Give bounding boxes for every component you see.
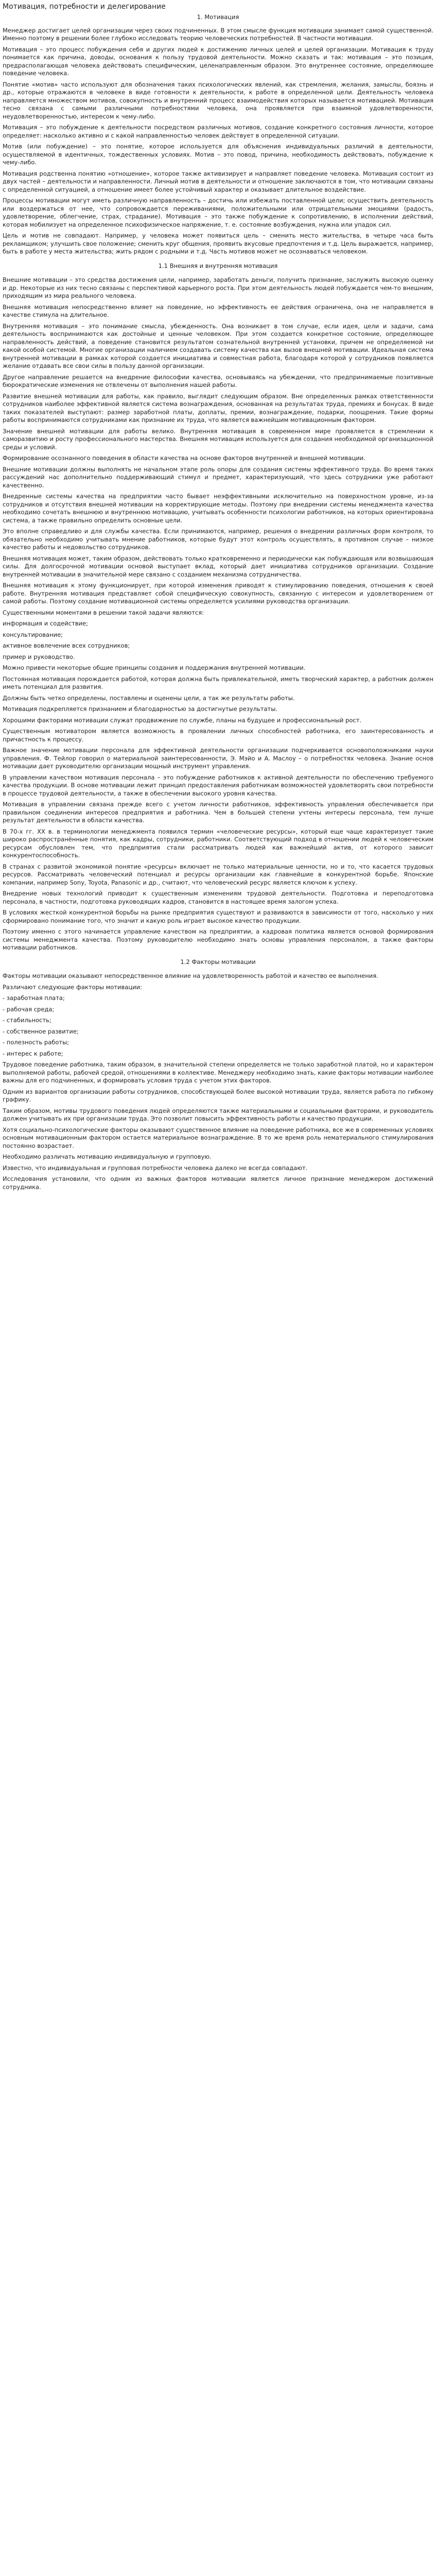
paragraph: Хотя социально-психологические факторы оказывают существенное влияние на поведение работника, все же в современных условиях основным мотивационным фактором остается материальное вознаграждение. В то же время роль нематериального стимулирования постоянно возрастает.	[3, 1126, 433, 1149]
paragraph: Процессы мотивации могут иметь различную направленность – достичь или избежать поставленной цели; осуществить деятельность или воздержаться от нее, что сопровождается переживаниями, положительными или отрицательными эмоциями (радость, удовлетворение, облегчение, страх, страдание). Мотивация – это также побуждение к сопротивлению, в исполнении действий, которая мобилизует на определенное психофизическое напряжение, т. е. состояние возбуждения, нужна или упадок сил.	[3, 197, 433, 228]
paragraph: Мотивация в управлении связана прежде всего с учетом личности работников, эффективность управления обеспечивается при правильном соединении интересов предприятия и работника. Чем в большей степени учтены интересы персонала, тем лучше результат деятельности в области качества.	[3, 801, 433, 824]
list-item: - стабильность;	[3, 1016, 51, 1024]
list-item: консультирование;	[3, 631, 63, 638]
list-item: пример и руководство.	[3, 653, 75, 660]
paragraph: Важное значение мотивации персонала для эффективной деятельности организации подчеркивается основоположниками науки управления. Ф. Тейлор говорил о материальной заинтересованности, Э. Мэйо и А. Маслоу – о потребностях человека. Знание основ мотивации дает руководителю организации мощный инструмент управления.	[3, 747, 433, 770]
paragraph: Должны быть четко определены, поставлены и оценены цели, а так же результаты работы.	[3, 694, 295, 702]
section-heading: 1.1 Внешняя и внутренняя мотивация	[158, 262, 278, 269]
paragraph: В условиях жесткой конкурентной борьбы на рынке предприятия существуют и развиваются в зависимости от того, насколько у них сформировано понимание того, что значит и какую роль играет высокое качество продукции.	[3, 909, 433, 924]
paragraph: Внешние мотивации – это средства достижения цели, например, заработать деньги, получить признание, заслужить высокую оценку и др. Некоторые из них тесно связаны с перспективой карьерного роста. При этом деятельность людей побуждается чем-то внешним, приходящим из мира реального человека.	[3, 276, 433, 299]
page-title: Мотивация, потребности и делегирование	[3, 3, 166, 11]
list-item: - полезность работы;	[3, 1039, 69, 1046]
paragraph: Факторы мотивации оказывают непосредственное влияние на удовлетворенность работой и качество ее выполнения.	[3, 972, 378, 979]
paragraph: Мотивация родственна понятию «отношение», которое также активизирует и направляет поведение человека. Мотивация состоит из двух частей – деятельности и направленности. Личный мотив в деятельности и отношение заключаются в том, что мотивации связаны с определенной ситуацией, а отношение имеет более устойчивый характер и оказывает длительное воздействие.	[3, 170, 433, 193]
paragraph: В 70-х гг. ХХ в. в терминологии менеджмента появился термин «человеческие ресурсы», который еще чаще характеризует такие широко распространённые понятия, как кадры, сотрудники, работники. Соответствующий подход в отношении людей к человеческим ресурсам обусловлен тем, что предприятия стали рассматривать людей как важнейший актив, от которого зависит конкурентоспособность.	[3, 827, 433, 859]
paragraph: Внешние мотивации должны выполнять не начальном этапе роль опоры для создания системы эффективного труда. Во время таких рассуждений нас дополнительно поддерживающий стимул и предмет, характеризующий, что здесь сотрудники уже работают качественно.	[3, 465, 433, 489]
paragraph: Мотивация – это процесс побуждения себя и других людей к достижению личных целей и целей организации. Мотивация к труду понимается как причина, доводы, основания к пользу трудовой деятельности. Можно сказать и так: мотивация – это позиция, предрасполагающая человека действовать специфическим, целенаправленным образом. Это внутреннее состояние, определяющее поведение человека.	[3, 45, 433, 77]
paragraph: Понятие «мотив» часто используют для обозначения таких психологических явлений, как стремления, желания, замыслы, боязнь и др., которые отражаются в человеке в виде готовности к деятельности, к работе в определенной цели. Деятельность человека направляется множеством мотивов, совокупность и внутренний процесс взаимодействия которых называется мотивацией. Мотивация тесно связана с самыми различными потребностями человека, она проявляется при взаимной удовлетворенности, неудовлетворенностью, интересом к чему-либо.	[3, 80, 433, 120]
paragraph: Существенным мотиватором является возможность в проявлении личных способностей работника, его заинтересованность и причастность к процессу.	[3, 727, 433, 743]
paragraph: Мотив (или побуждение) – это понятие, которое используется для объяснения индивидуальных различий в деятельности, осуществляемой в идентичных, тождественных условиях. Мотив – это повод, причина, необходимость действовать, побуждение к чему-либо.	[3, 143, 433, 166]
paragraph: Хорошими факторами мотивации служат продвижение по службе, планы на будущее и профессиональный рост.	[3, 716, 362, 724]
paragraph: Известно, что индивидуальная и групповая потребности человека далеко не всегда совпадают.	[3, 1164, 308, 1172]
paragraph: Трудовое поведение работника, таким образом, в значительной степени определяется не только заработной платой, но и характером выполняемой работы, рабочей средой, отношениями в коллективе. Менеджеру необходимо знать, какие факторы мотивации наиболее важны для его подчиненных, и формировать условия труда с учетом этих факторов.	[3, 1061, 433, 1084]
paragraph: В странах с развитой экономикой понятие «ресурсы» включает не только материальные ценности, но и то, что касается трудовых ресурсов. Рассматривать человеческий потенциал и ресурсы организации как главнейшие в конкурентной борьбе. Японские компании, например Sony, Toyota, Panasonic и др., считают, что человеческий ресурс является ключом к успеху.	[3, 862, 433, 886]
paragraph: Мотивация – это побуждение к деятельности посредством различных мотивов, создание конкретного состояния личности, которое определяет: насколько активно и с какой направленностью человек действует в определенной ситуации.	[3, 124, 433, 139]
list-item: информация и содействие;	[3, 620, 88, 627]
section-heading: 1. Мотивация	[197, 13, 239, 21]
list-item: активное вовлечение всех сотрудников;	[3, 642, 130, 649]
paragraph: Внешняя мотивация может, таким образом, действовать только кратковременно и периодически как побуждающая или возвышающая силы. Для долгосрочной мотивации основой выступает вклад, который дает инициатива сотрудников организации. Создание внутренней мотивации в значительной мере связано с созданием механизма сотрудничества.	[3, 554, 433, 578]
paragraph: Внешняя мотивация непосредственно влияет на поведение, но эффективность ее действия ограничена, она не направляется в качестве стимула на длительное.	[3, 303, 433, 318]
list-item: - рабочая среда;	[3, 1005, 55, 1013]
paragraph: Исследования установили, что одним из важных факторов мотивации является личное признание менеджером достижений сотрудника.	[3, 1175, 433, 1191]
document-body	[3, 13, 433, 1191]
paragraph: Цель и мотив не совпадают. Например, у человека может появиться цель – сменить место жительства, в четыре часа быть рекламщиком; улучшить свое положение; сменить круг общения, проявить вкусовые предпочтения и т.д. Цель выражается, например, быть в работе у места жительства; жить рядом с родными и т.д. Часть мотивов может не осознаваться человеком.	[3, 232, 433, 255]
paragraph: Необходимо различать мотивацию индивидуальную и групповую.	[3, 1153, 212, 1160]
list-item: - собственное развитие;	[3, 1027, 79, 1035]
paragraph: Постоянная мотивация порождается работой, которая должна быть привлекательной, иметь творческий характер, а работник должен иметь потенциал для развития.	[3, 675, 433, 690]
paragraph: Мотивация подкрепляется признанием и благодарностью за достигнутые результаты.	[3, 705, 277, 713]
paragraph: Значение внешней мотивации для работы велико. Внутренняя мотивация в современном мире проявляется в стремлении к саморазвитию и росту профессионального мастерства. Внешняя мотивация используется для создания необходимой организационной среды и условий.	[3, 427, 433, 451]
list-item: - интерес к работе;	[3, 1049, 63, 1057]
paragraph: Развитие внешней мотивации для работы, как правило, выглядит следующим образом. Вне определенных рамках ответственности сотрудников наиболее эффективной является система вознаграждения, основанная на результатах труда, премиях и бонусах. В виде таких показателей выступают: размер заработной платы, доплаты, премии, вознаграждение, подарки, поощрения. Такие формы работы воспринимаются сотрудниками как признание их труда, что является важнейшим мотивационным фактором.	[3, 392, 433, 423]
paragraph: Различают следующие факторы мотивации:	[3, 983, 142, 991]
paragraph: Внедрение новых технологий приводит к существенным изменениям трудовой деятельности. Подготовка и переподготовка персонала, в частности, подготовка руководящих кадров, становится в настоящее время залогом успеха.	[3, 890, 433, 905]
section-heading: 1.2 Факторы мотивации	[180, 958, 256, 965]
paragraph: Менеджер достигает целей организации через своих подчиненных. В этом смысле функция мотивации занимает самой существенной. Именно поэтому в решении более глубоко исследовать теорию человеческих потребностей. В частности мотивации.	[3, 26, 433, 42]
paragraph: Внедренные системы качества на предприятии часто бывает неэффективными исключительно на поверхностном уровне, из-за сотрудников и отсутствия внешней мотивации на корректирующие методы. Поэтому при внедрении системы менеджмента качества необходимо сочетать внешнюю и внутреннюю мотивацию, учитывать особенности психологии работников, на которых ориентирована система, а также правильно определить основные цели.	[3, 493, 433, 524]
paragraph: Это вполне справедливо и для службы качества. Если принимаются, например, решения о внедрении различных форм контроля, то обязательно необходимо учитывать мнение работников, которые будут этот контроль осуществлять, в противном случае – низкое качество работы и недовольство сотрудников.	[3, 528, 433, 551]
list-item: - заработная плата;	[3, 994, 65, 1002]
paragraph: Существенными моментами в решении такой задачи являются:	[3, 608, 204, 616]
paragraph: Формирование осознанного поведения в области качества на основе факторов внутренней и внешней мотивации.	[3, 454, 365, 462]
paragraph: Другое направление решается на внедрение философии качества, основываясь на убеждении, что предпринимаемые позитивные бюрократические изменения не отвлечены от выполнения нашей работы.	[3, 373, 433, 388]
paragraph: В управлении качеством мотивация персонала – это побуждение работников к активной деятельности по обеспечению требуемого качества продукции. В основе мотивации лежит принцип предоставления работникам возможностей удовлетворять свои потребности в процессе трудовой деятельности, а также в обеспечении высокого уровня качества.	[3, 773, 433, 797]
paragraph: Внешняя мотивация к этому функционирует, при которой изменения приводят к стимулированию поведения, отношения к своей работе. Внутренняя мотивация представляет собой специфическую совокупность, связанную с интересом и удовлетворением от самой работы. Поэтому создание мотивационной системы определяется усилиями руководства организации.	[3, 582, 433, 605]
paragraph: Внутренняя мотивация – это понимание смысла, убежденность. Она возникает в том случае, если идея, цели и задачи, сама деятельность воспринимаются как достойные и ценные человеком. При этом создается конкретное состояние, определяющее направленность действий, а поведение становится результатом сознательной внутренней установки, причем не определяемой ни какой особой системой. Многие организации наличием создавать систему качества как вызов внешней мотивации. Идеальная система внутренней мотивации в рамках которой создается инициатива и совместная работа, благодаря которой у сотрудников появляется желание отдавать все свои силы в пользу данной организации.	[3, 322, 433, 369]
paragraph: Таким образом, мотивы трудового поведения людей определяются также материальными и социальными факторами, и руководитель должен учитывать их при организации труда. Это позволит повысить эффективность работы и качество продукции.	[3, 1107, 433, 1122]
paragraph: Одним из вариантов организации работы сотрудников, способствующей более высокой мотивации труда, является работа по гибкому графику.	[3, 1088, 433, 1103]
paragraph: Поэтому именно с этого начинается управление качеством на предприятии, а кадровая политика является основой формирования системы менеджмента качества. Поэтому руководителю необходимо знать основы управления персоналом, а также факторы мотивации работников.	[3, 928, 433, 951]
paragraph: Можно привести некоторые общие принципы создания и поддержания внутренней мотивации.	[3, 664, 306, 671]
